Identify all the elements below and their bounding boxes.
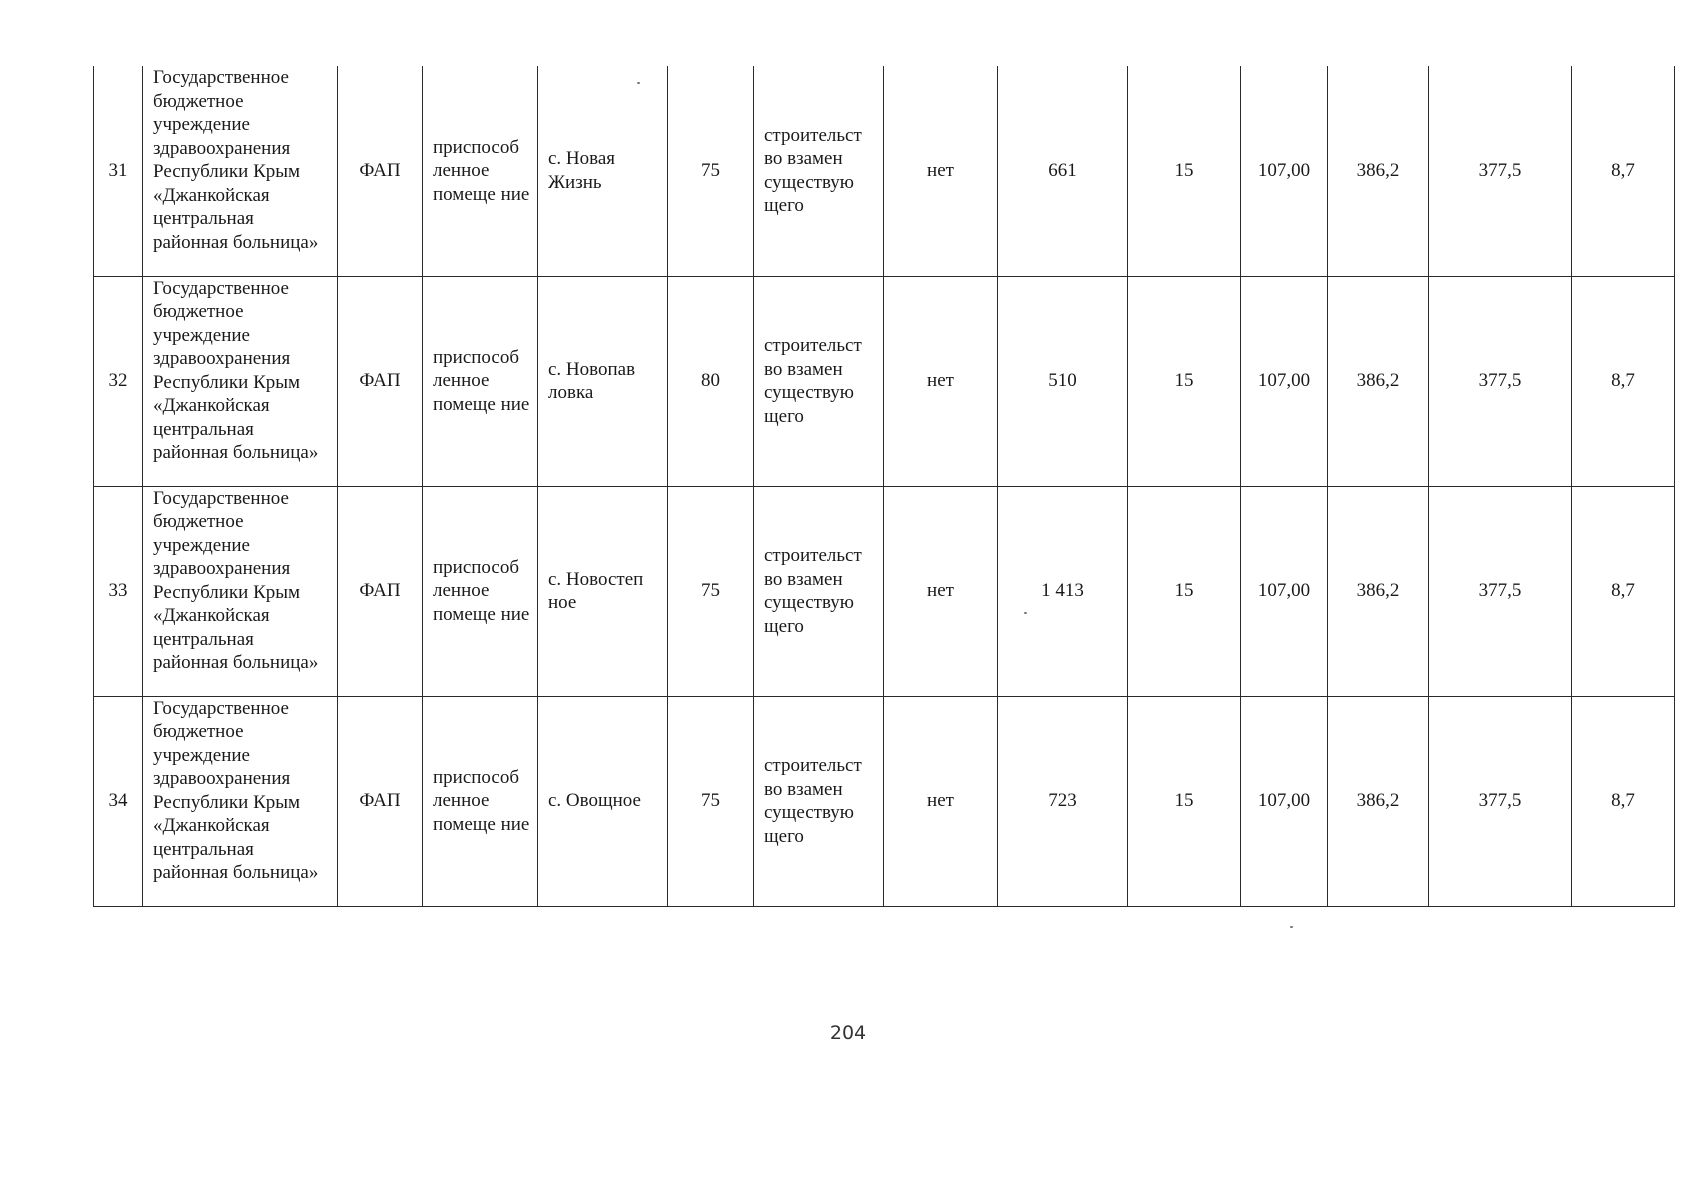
area-value: 75 (668, 66, 754, 276)
col13-value: 377,5 (1429, 696, 1572, 906)
row-number: 33 (94, 486, 143, 696)
facility-type: ФАП (338, 276, 423, 486)
col14-value: 8,7 (1572, 66, 1675, 276)
table-row (94, 276, 1675, 486)
institution-name: Государственное бюджетное учреждение здравоохранения Республики Крым «Джанкойская центральная районная больница» (143, 276, 338, 486)
facility-type: ФАП (338, 486, 423, 696)
settlement: с. Новостеп ное (538, 486, 668, 696)
col13-value: 377,5 (1429, 486, 1572, 696)
area-value: 80 (668, 276, 754, 486)
construction-type: строительст во взамен существую щего (754, 66, 884, 276)
institution-name: Государственное бюджетное учреждение здравоохранения Республики Крым «Джанкойская центральная районная больница» (143, 486, 338, 696)
settlement: с. Новопав ловка (538, 276, 668, 486)
col14-value: 8,7 (1572, 486, 1675, 696)
flag-value: нет (884, 486, 998, 696)
col11-value: 107,00 (1241, 276, 1328, 486)
area-value: 75 (668, 696, 754, 906)
col13-value: 377,5 (1429, 66, 1572, 276)
settlement: с. Овощное (538, 696, 668, 906)
area-value: 75 (668, 486, 754, 696)
col11-value: 107,00 (1241, 696, 1328, 906)
col12-value: 386,2 (1328, 486, 1429, 696)
facility-type: ФАП (338, 66, 423, 276)
col10-value: 15 (1128, 486, 1241, 696)
premises-type: приспособ ленное помеще ние (423, 486, 538, 696)
col12-value: 386,2 (1328, 276, 1429, 486)
premises-type: приспособ ленное помеще ние (423, 276, 538, 486)
institution-name: Государственное бюджетное учреждение здравоохранения Республики Крым «Джанкойская центральная районная больница» (143, 696, 338, 906)
flag-value: нет (884, 66, 998, 276)
row-number: 31 (94, 66, 143, 276)
construction-type: строительст во взамен существую щего (754, 696, 884, 906)
row-number: 34 (94, 696, 143, 906)
col12-value: 386,2 (1328, 696, 1429, 906)
col12-value: 386,2 (1328, 66, 1429, 276)
construction-type: строительст во взамен существую щего (754, 276, 884, 486)
population-value: 510 (998, 276, 1128, 486)
facilities-table (93, 66, 1675, 907)
flag-value: нет (884, 276, 998, 486)
page-number: 204 (829, 1022, 867, 1044)
institution-name: Государственное бюджетное учреждение здравоохранения Республики Крым «Джанкойская центральная районная больница» (143, 66, 338, 276)
col14-value: 8,7 (1572, 696, 1675, 906)
population-value: 661 (998, 66, 1128, 276)
scan-speck (1290, 926, 1293, 928)
col10-value: 15 (1128, 696, 1241, 906)
population-value: 723 (998, 696, 1128, 906)
population-value: 1 413 (998, 486, 1128, 696)
flag-value: нет (884, 696, 998, 906)
scan-speck (1024, 612, 1027, 614)
col13-value: 377,5 (1429, 276, 1572, 486)
col14-value: 8,7 (1572, 276, 1675, 486)
col10-value: 15 (1128, 66, 1241, 276)
construction-type: строительст во взамен существую щего (754, 486, 884, 696)
settlement: с. Новая Жизнь (538, 66, 668, 276)
scan-speck (637, 82, 640, 84)
premises-type: приспособ ленное помеще ние (423, 696, 538, 906)
table-row (94, 486, 1675, 696)
col10-value: 15 (1128, 276, 1241, 486)
table-row (94, 696, 1675, 906)
table-row (94, 66, 1675, 276)
premises-type: приспособ ленное помеще ние (423, 66, 538, 276)
col11-value: 107,00 (1241, 486, 1328, 696)
row-number: 32 (94, 276, 143, 486)
facility-type: ФАП (338, 696, 423, 906)
col11-value: 107,00 (1241, 66, 1328, 276)
